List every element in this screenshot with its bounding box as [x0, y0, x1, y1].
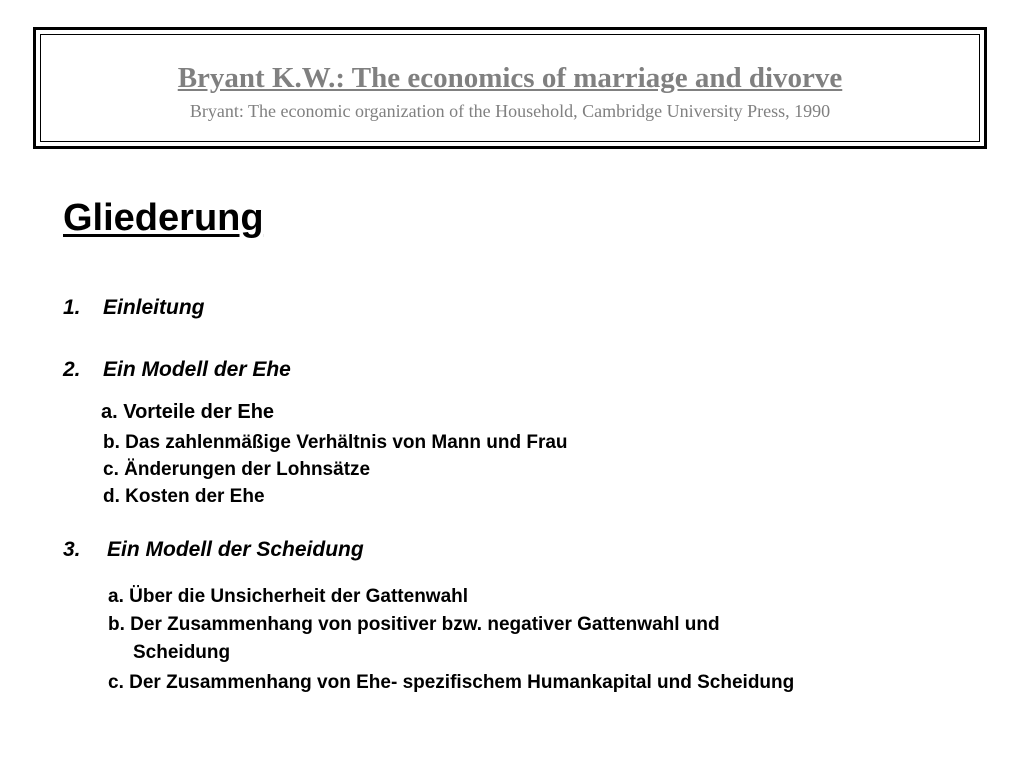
section-3-item-b-continuation: Scheidung — [133, 642, 231, 663]
section-3-number: 3. — [63, 538, 81, 561]
header-box — [33, 27, 987, 149]
section-3-title: Ein Modell der Scheidung — [107, 538, 364, 561]
section-2-item-c: c. Änderungen der Lohnsätze — [103, 459, 371, 480]
section-2-item-b: b. Das zahlenmäßige Verhältnis von Mann und Frau — [103, 432, 568, 453]
section-2-number: 2. — [63, 358, 81, 381]
section-2-item-a: a. Vorteile der Ehe — [101, 401, 275, 423]
section-1-title: Einleitung — [103, 296, 205, 319]
section-2-title: Ein Modell der Ehe — [103, 358, 291, 381]
section-3-item-a: a. Über die Unsicherheit der Gattenwahl — [108, 586, 469, 607]
page-heading: Gliederung — [63, 197, 264, 239]
section-3-item-b: b. Der Zusammenhang von positiver bzw. negativer Gattenwahl und — [108, 614, 720, 635]
section-3-item-c: c. Der Zusammenhang von Ehe- spezifischem Humankapital und Scheidung — [108, 672, 795, 693]
section-2-item-d: d. Kosten der Ehe — [103, 486, 265, 507]
header-subtitle: Bryant: The economic organization of the Household, Cambridge University Press, 1990 — [189, 101, 831, 121]
section-1-number: 1. — [63, 296, 81, 319]
header-title: Bryant K.W.: The economics of marriage and divorve — [177, 62, 843, 94]
